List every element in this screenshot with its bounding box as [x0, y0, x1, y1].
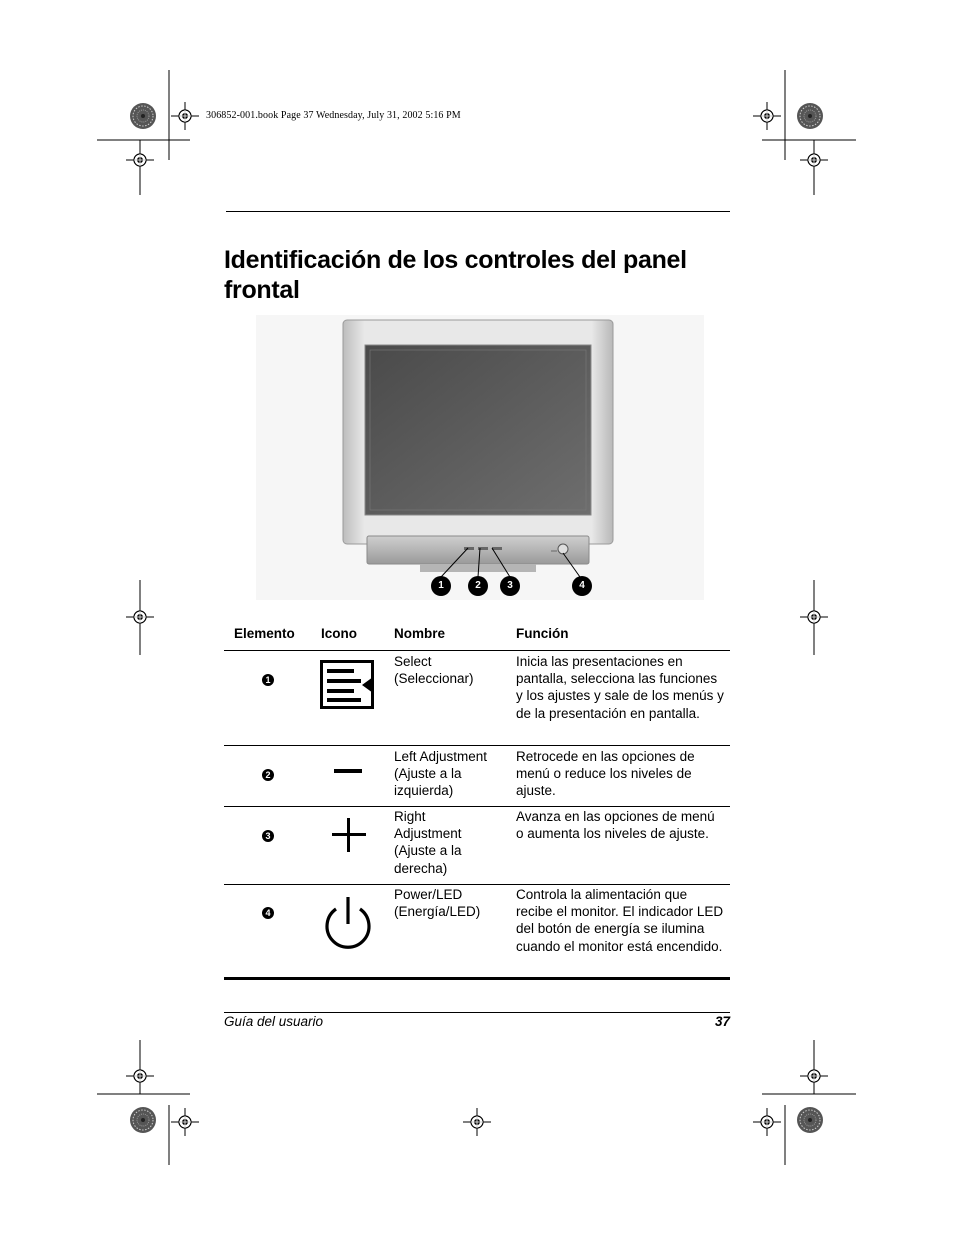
footer-rule — [224, 1012, 730, 1013]
page-title: Identificación de los controles del panel frontal — [224, 246, 687, 304]
header-element: Elemento — [234, 626, 295, 641]
table-rule-bottom — [224, 977, 730, 980]
header-function: Función — [516, 626, 569, 641]
header-icon: Icono — [321, 626, 357, 641]
header-rule — [226, 211, 730, 212]
element-number: 3 — [262, 830, 274, 842]
select-menu-icon — [320, 660, 376, 710]
control-name: Power/LED (Energía/LED) — [394, 887, 481, 920]
control-function: Controla la alimentación que recibe el monitor. El indicador LED del botón de energía se ilumina cuando el monitor está encendido. — [516, 887, 724, 954]
plus-icon — [330, 816, 368, 854]
control-function: Inicia las presentaciones en pantalla, selecciona las funciones y los ajustes y sale de los menús y de la presentación en pantalla. — [516, 654, 724, 721]
control-name: Right Adjustment (Ajuste a la derecha) — [394, 809, 462, 876]
element-number: 2 — [262, 769, 274, 781]
table-rule-top — [224, 650, 730, 651]
header-name: Nombre — [394, 626, 446, 641]
control-name: Left Adjustment (Ajuste a la izquierda) — [394, 749, 488, 799]
element-number: 1 — [262, 674, 274, 686]
print-slug: 306852-001.book Page 37 Wednesday, July 31, 2002 5:16 PM — [206, 110, 461, 121]
element-number: 4 — [262, 907, 274, 919]
callout-3: 3 — [500, 576, 520, 596]
minus-icon — [332, 764, 366, 778]
monitor-illustration — [250, 315, 710, 605]
page-number: 37 — [714, 1014, 730, 1029]
callout-4: 4 — [572, 576, 592, 596]
callout-1: 1 — [431, 576, 451, 596]
control-name: Select (Seleccionar) — [394, 654, 474, 687]
callout-2: 2 — [468, 576, 488, 596]
footer-guide-title: Guía del usuario — [224, 1014, 324, 1029]
control-function: Avanza en las opciones de menú o aumenta los niveles de ajuste. — [516, 809, 715, 842]
control-function: Retrocede en las opciones de menú o reduce los niveles de ajuste. — [516, 749, 695, 799]
table-row-rule — [224, 806, 730, 807]
power-icon — [322, 894, 374, 950]
table-row-rule — [224, 745, 730, 746]
table-row-rule — [224, 884, 730, 885]
